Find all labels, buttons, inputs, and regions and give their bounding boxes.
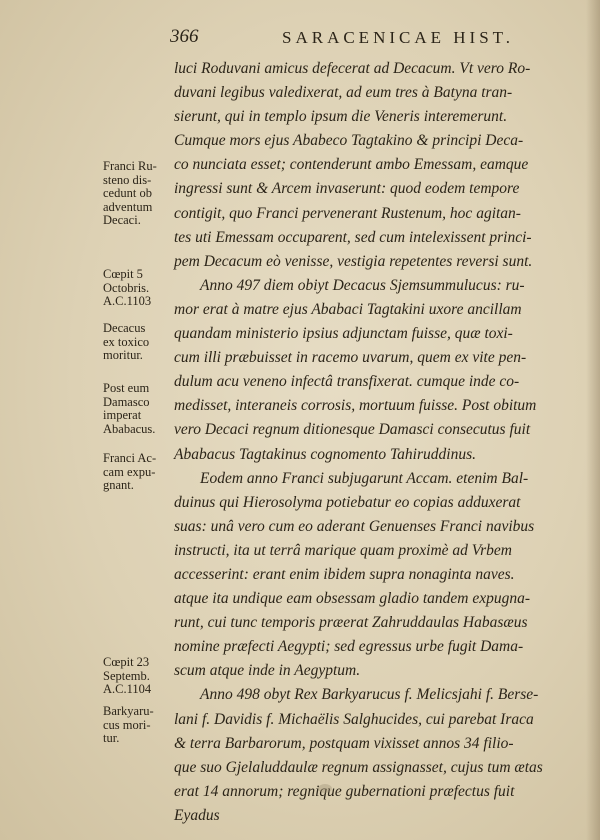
margin-note-line: Octobris.: [103, 280, 150, 295]
text-line: que suo Gjelaluddaulæ regnum assignasset, cujus tum ætas: [174, 758, 543, 776]
margin-note-line: cam expu-: [103, 464, 156, 479]
margin-note-line: steno dis-: [103, 172, 152, 187]
margin-note-line: cus mori-: [103, 717, 151, 732]
text-line: Eodem anno Franci subjugarunt Accam. etenim Bal-: [200, 469, 529, 487]
text-line: pem Decacum eò venisse, vestigia repetentes reversi sunt.: [174, 252, 533, 270]
text-line: instructi, ita ut terrâ marique quam proximè ad Vrbem: [174, 541, 512, 559]
margin-note-line: Cœpit 5: [103, 267, 143, 281]
margin-note-line: ex toxico: [103, 334, 150, 349]
page-number: 366: [170, 26, 199, 47]
text-line: vero Decaci regnum ditionesque Damasci consecutus fuit: [174, 421, 531, 439]
margin-note-line: tur.: [103, 731, 120, 746]
text-line: nomine præfecti Aegypti; sed egressus urbe fugit Dama-: [174, 638, 524, 656]
text-line: cum illi præbuisset in racemo uvarum, quem ex vite pen-: [174, 349, 527, 367]
text-line: Anno 498 obyt Rex Barkyarucus f. Melicsjahi f. Berse-: [200, 686, 539, 704]
text-line: luci Roduvani amicus defecerat ad Decacum. Vt vero Ro-: [174, 60, 531, 77]
margin-note-franci-accam: [103, 452, 175, 493]
text-line: erat 14 annorum; regnique gubernationi præfectus fuit: [174, 782, 515, 800]
margin-note-line: Franci Ac-: [103, 451, 157, 465]
text-line: medisset, interaneis corrosis, mortuum fuisse. Post obitum: [174, 397, 537, 415]
text-line: dulum acu veneno infectâ transfixerat. cumque inde co-: [174, 373, 520, 391]
text-line: ingressi sunt & Arcem invaserunt: quod eodem tempore: [174, 180, 520, 198]
text-line: contigit, quo Franci pervenerant Rustenum, hoc agitan-: [174, 204, 521, 222]
margin-note-franci-rusteno: [103, 160, 175, 228]
margin-note-post-eum: [103, 382, 175, 436]
margin-note-line: cedunt ob: [103, 186, 152, 201]
text-line: runt, cui tunc temporis præerat Zahruddaulas Habasæus: [174, 614, 528, 632]
margin-note-line: adventum: [103, 199, 153, 214]
text-line: suas: unâ vero cum eo aderant Genuenses Franci navibus: [174, 517, 535, 535]
margin-note-line: Decaci.: [103, 213, 141, 228]
text-line: mor erat à matre ejus Ababaci Tagtakini uxore ancillam: [174, 300, 522, 318]
text-line: lani f. Davidis f. Michaëlis Salghucides, cui parebat Iraca: [174, 710, 534, 728]
margin-note-line: gnant.: [103, 478, 134, 493]
text-line: Eyadus: [174, 806, 220, 824]
margin-note-line: Barkyaru-: [103, 704, 154, 718]
margin-note-line: imperat: [103, 408, 142, 423]
margin-note-line: Damasco: [103, 394, 150, 409]
text-line: Ababacus Tagtakinus cognomento Tahiruddinus.: [174, 445, 476, 463]
margin-note-line: A.C.1104: [103, 682, 152, 697]
text-line: tes uti Emessam occuparent, sed cum intelexissent princi-: [174, 228, 532, 246]
text-line: scum atque inde in Aegyptum.: [174, 662, 361, 680]
margin-note-date-1104: [103, 656, 175, 697]
text-line: atque ita undique eam obsessam gladio tandem expugna-: [174, 590, 531, 608]
margin-note-barkyarucus: [103, 705, 175, 746]
text-line: duvani legibus valedixerat, ad eum tres à Batyna tran-: [174, 84, 513, 102]
margin-note-line: Franci Ru-: [103, 159, 157, 173]
margin-note-line: Decacus: [103, 321, 146, 335]
margin-note-date-1103: [103, 268, 175, 309]
text-line: Cumque mors ejus Ababeco Tagtakino & principi Deca-: [174, 132, 524, 150]
margin-note-line: moritur.: [103, 348, 143, 363]
margin-note-line: Post eum: [103, 381, 150, 395]
margin-note-line: Ababacus.: [103, 421, 156, 436]
margin-note-decacus-toxico: [103, 322, 175, 363]
margin-note-line: Septemb.: [103, 668, 150, 683]
text-line: sierunt, qui in templo ipsum die Veneris interemerunt.: [174, 108, 508, 126]
text-line: accesserint: erant enim ibidem supra nonaginta naves.: [174, 565, 515, 583]
text-line: & terra Barbarorum, postquam vixisset annos 34 filio-: [174, 734, 514, 752]
margin-note-line: A.C.1103: [103, 294, 152, 309]
page-edge-shadow: [586, 0, 600, 840]
paper-stain: [318, 784, 332, 793]
text-line: quandam ministerio ipsius adjunctam fuisse, quæ toxi-: [174, 325, 513, 343]
text-line: duinus qui Hierosolyma potiebatur eo copias adduxerat: [174, 493, 521, 511]
page-header: [170, 26, 570, 50]
main-text-column: [174, 57, 584, 828]
text-line: co nunciata esset; contenderunt ambo Emessam, eamque: [174, 156, 529, 174]
margin-note-line: Cœpit 23: [103, 655, 150, 669]
running-head: SARACENICAE HIST.: [282, 28, 515, 47]
text-line: Anno 497 diem obiyt Decacus Sjemsummulucus: ru-: [200, 276, 525, 294]
